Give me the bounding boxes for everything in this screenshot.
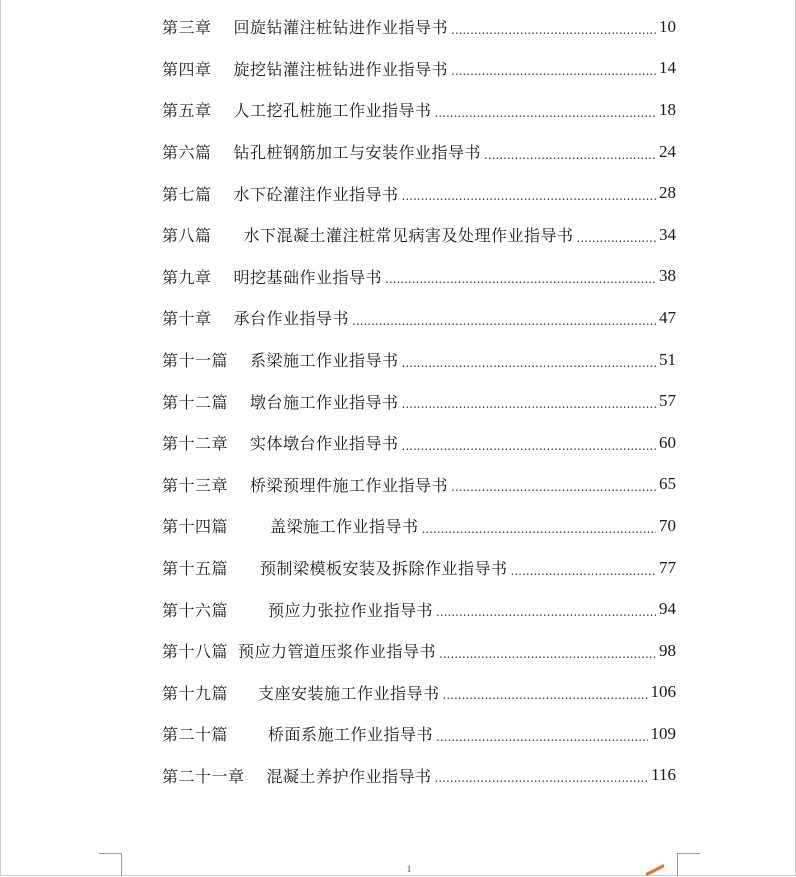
toc-page-number: 70 [659,515,676,535]
toc-page-number: 14 [659,58,676,78]
page-corner-mark-left [99,853,122,876]
toc-title: 明挖基础作业指导书 [233,267,383,287]
toc-leader-dots [402,439,656,453]
page-corner-mark-right [677,853,700,876]
toc-chapter-label: 第十章 [162,309,212,329]
toc-entry[interactable] [162,131,676,173]
toc-leader-dots [451,480,656,494]
toc-title: 旋挖钻灌注桩钻进作业指导书 [233,59,449,79]
toc-page-number: 18 [659,99,676,119]
toc-entry[interactable] [162,172,676,214]
toc-title: 钻孔桩钢筋加工与安装作业指导书 [233,143,482,163]
toc-title: 承台作业指导书 [233,309,350,329]
toc-leader-dots [484,148,656,162]
toc-chapter-label: 第四章 [162,59,212,79]
toc-chapter-label: 第十一篇 [162,351,229,371]
toc-chapter-label: 第十五篇 [162,559,229,579]
toc-title: 预应力管道压浆作业指导书 [238,642,437,662]
page-number: 1 [406,864,412,874]
toc-entry[interactable] [162,464,676,506]
toc-page-number: 28 [659,183,676,203]
toc-entry[interactable] [162,505,676,547]
toc-title: 混凝土养护作业指导书 [266,766,432,786]
toc-leader-dots [577,231,656,245]
toc-leader-dots [443,688,648,702]
toc-chapter-label: 第三章 [162,18,212,38]
toc-entry[interactable] [162,630,676,672]
toc-entry[interactable] [162,214,676,256]
toc-entry[interactable] [162,755,676,797]
toc-page-number: 94 [659,599,676,619]
toc-page-number: 60 [659,432,676,452]
toc-chapter-label: 第十四篇 [162,517,229,537]
toc-title: 支座安装施工作业指导书 [258,683,440,703]
toc-title: 预应力张拉作业指导书 [268,600,434,620]
toc-entry[interactable] [162,422,676,464]
toc-page-number: 10 [659,16,676,36]
toc-leader-dots [435,771,649,785]
toc-title: 实体墩台作业指导书 [250,434,399,454]
toc-entry[interactable] [162,588,676,630]
toc-page-number: 24 [659,141,676,161]
toc-leader-dots [436,730,647,744]
toc-leader-dots [435,106,656,120]
toc-chapter-label: 第十九篇 [162,683,229,703]
toc-leader-dots [436,605,656,619]
toc-leader-dots [402,189,656,203]
toc-page-number: 57 [659,391,676,411]
toc-leader-dots [451,23,656,37]
toc-title: 系梁施工作业指导书 [250,351,399,371]
toc-page-number: 106 [650,682,676,702]
toc-page-number: 116 [651,765,676,785]
toc-page-number: 65 [659,474,676,494]
toc-chapter-label: 第七篇 [162,184,212,204]
toc-chapter-label: 第十六篇 [162,600,229,620]
toc-chapter-label: 第九章 [162,267,212,287]
toc-entry[interactable] [162,48,676,90]
toc-title: 桥梁预埋件施工作业指导书 [250,475,449,495]
toc-leader-dots [451,64,656,78]
toc-page-number: 38 [659,266,676,286]
toc-entry[interactable] [162,6,676,48]
toc-chapter-label: 第十八篇 [162,642,229,662]
toc-chapter-label: 第六篇 [162,143,212,163]
toc-title: 墩台施工作业指导书 [250,392,399,412]
toc-title: 回旋钻灌注桩钻进作业指导书 [233,18,449,38]
toc-leader-dots [439,647,656,661]
toc-leader-dots [402,397,656,411]
toc-title: 预制梁模板安装及拆除作业指导书 [260,559,508,579]
toc-page-number: 51 [659,349,676,369]
toc-leader-dots [352,314,656,328]
toc-page-number: 98 [659,640,676,660]
toc-chapter-label: 第八篇 [162,226,212,246]
toc-entry[interactable] [162,672,676,714]
orange-curve-mark-icon [646,864,664,876]
toc-page-number: 47 [659,307,676,327]
toc-title: 水下砼灌注作业指导书 [233,184,399,204]
toc-entry[interactable] [162,547,676,589]
toc-chapter-label: 第二十篇 [162,725,229,745]
toc-title: 桥面系施工作业指导书 [268,725,434,745]
toc-title: 人工挖孔桩施工作业指导书 [233,101,432,121]
toc-chapter-label: 第五章 [162,101,212,121]
toc-chapter-label: 第十三章 [162,475,229,495]
toc-entry[interactable] [162,89,676,131]
toc-title: 盖梁施工作业指导书 [270,517,419,537]
toc-page-number: 34 [659,224,676,244]
toc-entry[interactable] [162,713,676,755]
toc-title: 水下混凝土灌注桩常见病害及处理作业指导书 [243,226,574,246]
toc-chapter-label: 第十二章 [162,434,229,454]
toc-leader-dots [511,564,656,578]
toc-entry[interactable] [162,339,676,381]
toc-chapter-label: 第十二篇 [162,392,229,412]
toc-entry[interactable] [162,256,676,298]
toc-page-number: 77 [659,557,676,577]
table-of-contents [162,6,676,796]
toc-leader-dots [402,356,656,370]
toc-page-number: 109 [650,723,676,743]
toc-entry[interactable] [162,380,676,422]
toc-leader-dots [385,272,656,286]
toc-leader-dots [422,522,656,536]
toc-entry[interactable] [162,297,676,339]
toc-chapter-label: 第二十一章 [162,766,245,786]
